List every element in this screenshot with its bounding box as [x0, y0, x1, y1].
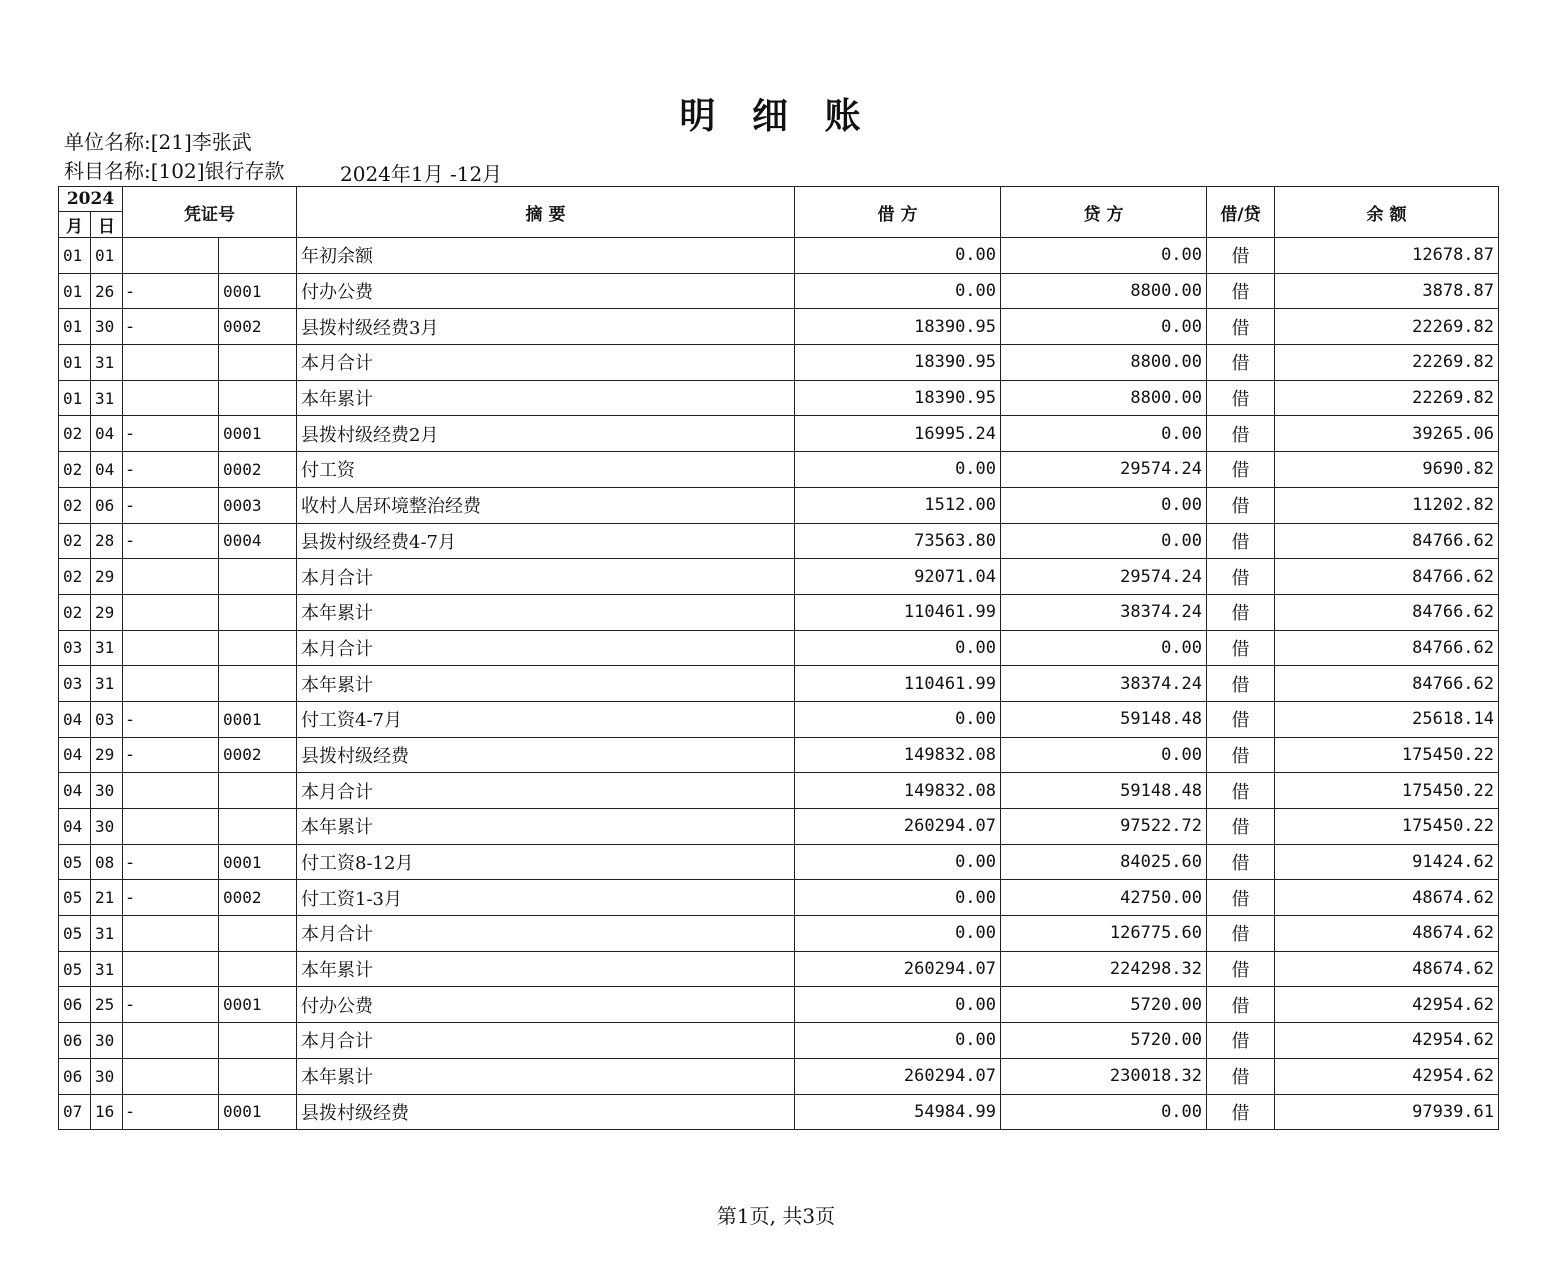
cell-day: 29: [91, 737, 123, 773]
cell-balance: 91424.62: [1275, 844, 1499, 880]
cell-voucher-type: [123, 916, 219, 952]
cell-direction: 借: [1207, 238, 1275, 274]
cell-summary: 本年累计: [297, 380, 795, 416]
cell-credit: 8800.00: [1001, 273, 1207, 309]
ledger-row: [59, 380, 1499, 416]
cell-month: 02: [59, 523, 91, 559]
cell-voucher-type: -: [123, 987, 219, 1023]
cell-debit: 0.00: [795, 238, 1001, 274]
cell-debit: 16995.24: [795, 416, 1001, 452]
ledger-row: [59, 951, 1499, 987]
cell-direction: 借: [1207, 345, 1275, 381]
cell-month: 06: [59, 1058, 91, 1094]
cell-voucher-no: [219, 809, 297, 845]
cell-debit: 0.00: [795, 273, 1001, 309]
cell-voucher-no: [219, 666, 297, 702]
cell-day: 30: [91, 809, 123, 845]
cell-voucher-type: [123, 238, 219, 274]
cell-balance: 12678.87: [1275, 238, 1499, 274]
cell-voucher-type: [123, 1023, 219, 1059]
cell-balance: 48674.62: [1275, 916, 1499, 952]
cell-voucher-type: [123, 773, 219, 809]
cell-balance: 11202.82: [1275, 487, 1499, 523]
cell-month: 07: [59, 1094, 91, 1130]
cell-direction: 借: [1207, 523, 1275, 559]
year-header: 2024: [59, 187, 123, 212]
cell-voucher-type: -: [123, 880, 219, 916]
cell-direction: 借: [1207, 309, 1275, 345]
cell-voucher-no: 0002: [219, 452, 297, 488]
cell-direction: 借: [1207, 809, 1275, 845]
cell-voucher-type: -: [123, 416, 219, 452]
cell-day: 16: [91, 1094, 123, 1130]
cell-credit: 8800.00: [1001, 380, 1207, 416]
cell-balance: 175450.22: [1275, 809, 1499, 845]
cell-debit: 260294.07: [795, 809, 1001, 845]
cell-debit: 110461.99: [795, 594, 1001, 630]
cell-debit: 260294.07: [795, 951, 1001, 987]
cell-debit: 54984.99: [795, 1094, 1001, 1130]
cell-summary: 付办公费: [297, 273, 795, 309]
cell-day: 04: [91, 452, 123, 488]
cell-month: 06: [59, 987, 91, 1023]
cell-voucher-type: [123, 380, 219, 416]
cell-voucher-no: 0001: [219, 1094, 297, 1130]
cell-credit: 59148.48: [1001, 701, 1207, 737]
debit-header: 借 方: [795, 187, 1001, 238]
cell-voucher-no: [219, 1058, 297, 1094]
cell-voucher-type: [123, 809, 219, 845]
cell-direction: 借: [1207, 416, 1275, 452]
cell-debit: 92071.04: [795, 559, 1001, 595]
cell-voucher-type: -: [123, 523, 219, 559]
cell-credit: 59148.48: [1001, 773, 1207, 809]
cell-month: 02: [59, 487, 91, 523]
ledger-row: [59, 844, 1499, 880]
cell-credit: 0.00: [1001, 737, 1207, 773]
cell-voucher-no: [219, 951, 297, 987]
ledger-row: [59, 309, 1499, 345]
ledger-row: [59, 1023, 1499, 1059]
cell-summary: 本年累计: [297, 1058, 795, 1094]
cell-month: 01: [59, 273, 91, 309]
cell-voucher-no: [219, 630, 297, 666]
cell-credit: 84025.60: [1001, 844, 1207, 880]
summary-header: 摘 要: [297, 187, 795, 238]
cell-voucher-no: [219, 773, 297, 809]
cell-debit: 0.00: [795, 987, 1001, 1023]
cell-direction: 借: [1207, 773, 1275, 809]
ledger-row: [59, 594, 1499, 630]
cell-direction: 借: [1207, 452, 1275, 488]
cell-summary: 本月合计: [297, 559, 795, 595]
cell-day: 31: [91, 916, 123, 952]
cell-balance: 84766.62: [1275, 523, 1499, 559]
cell-month: 01: [59, 238, 91, 274]
cell-voucher-type: [123, 630, 219, 666]
cell-debit: 110461.99: [795, 666, 1001, 702]
cell-balance: 48674.62: [1275, 880, 1499, 916]
cell-credit: 0.00: [1001, 1094, 1207, 1130]
cell-debit: 149832.08: [795, 773, 1001, 809]
cell-debit: 0.00: [795, 452, 1001, 488]
cell-credit: 8800.00: [1001, 345, 1207, 381]
ledger-row: [59, 880, 1499, 916]
cell-direction: 借: [1207, 273, 1275, 309]
cell-month: 02: [59, 559, 91, 595]
cell-voucher-no: 0001: [219, 844, 297, 880]
cell-summary: 本年累计: [297, 594, 795, 630]
voucher-header: 凭证号: [123, 187, 297, 238]
cell-debit: 73563.80: [795, 523, 1001, 559]
cell-credit: 5720.00: [1001, 987, 1207, 1023]
cell-debit: 149832.08: [795, 737, 1001, 773]
cell-credit: 0.00: [1001, 416, 1207, 452]
cell-month: 01: [59, 309, 91, 345]
cell-month: 03: [59, 666, 91, 702]
subject-name: 科目名称:[102]银行存款: [64, 159, 285, 183]
cell-voucher-type: [123, 345, 219, 381]
cell-month: 02: [59, 416, 91, 452]
cell-credit: 5720.00: [1001, 1023, 1207, 1059]
cell-direction: 借: [1207, 701, 1275, 737]
cell-voucher-no: 0003: [219, 487, 297, 523]
cell-voucher-type: -: [123, 844, 219, 880]
cell-month: 05: [59, 844, 91, 880]
cell-debit: 0.00: [795, 844, 1001, 880]
cell-voucher-no: 0001: [219, 701, 297, 737]
cell-day: 31: [91, 666, 123, 702]
cell-debit: 0.00: [795, 916, 1001, 952]
cell-debit: 0.00: [795, 880, 1001, 916]
ledger-row: [59, 416, 1499, 452]
cell-credit: 0.00: [1001, 630, 1207, 666]
cell-direction: 借: [1207, 594, 1275, 630]
cell-credit: 0.00: [1001, 487, 1207, 523]
cell-balance: 39265.06: [1275, 416, 1499, 452]
cell-month: 04: [59, 737, 91, 773]
cell-day: 03: [91, 701, 123, 737]
cell-day: 28: [91, 523, 123, 559]
ledger-row: [59, 701, 1499, 737]
cell-direction: 借: [1207, 916, 1275, 952]
cell-direction: 借: [1207, 630, 1275, 666]
cell-summary: 付工资8-12月: [297, 844, 795, 880]
cell-voucher-no: [219, 559, 297, 595]
cell-balance: 84766.62: [1275, 594, 1499, 630]
cell-day: 25: [91, 987, 123, 1023]
cell-balance: 175450.22: [1275, 737, 1499, 773]
cell-summary: 本月合计: [297, 916, 795, 952]
cell-day: 30: [91, 1023, 123, 1059]
cell-direction: 借: [1207, 666, 1275, 702]
cell-voucher-type: -: [123, 273, 219, 309]
cell-summary: 本年累计: [297, 809, 795, 845]
cell-debit: 0.00: [795, 1023, 1001, 1059]
cell-debit: 0.00: [795, 701, 1001, 737]
cell-voucher-no: [219, 1023, 297, 1059]
cell-credit: 38374.24: [1001, 666, 1207, 702]
cell-voucher-no: [219, 380, 297, 416]
ledger-row: [59, 773, 1499, 809]
cell-day: 31: [91, 380, 123, 416]
cell-month: 06: [59, 1023, 91, 1059]
cell-balance: 42954.62: [1275, 987, 1499, 1023]
cell-balance: 42954.62: [1275, 1058, 1499, 1094]
cell-balance: 175450.22: [1275, 773, 1499, 809]
cell-summary: 本年累计: [297, 666, 795, 702]
cell-month: 02: [59, 452, 91, 488]
cell-voucher-no: [219, 594, 297, 630]
cell-summary: 县拨村级经费3月: [297, 309, 795, 345]
cell-voucher-no: [219, 345, 297, 381]
balance-header: 余 额: [1275, 187, 1499, 238]
cell-voucher-type: -: [123, 701, 219, 737]
unit-name: 单位名称:[21]李张武: [64, 130, 252, 154]
cell-balance: 9690.82: [1275, 452, 1499, 488]
cell-direction: 借: [1207, 737, 1275, 773]
cell-balance: 97939.61: [1275, 1094, 1499, 1130]
cell-summary: 本月合计: [297, 773, 795, 809]
cell-month: 04: [59, 773, 91, 809]
cell-credit: 126775.60: [1001, 916, 1207, 952]
cell-day: 01: [91, 238, 123, 274]
cell-debit: 18390.95: [795, 380, 1001, 416]
cell-summary: 付办公费: [297, 987, 795, 1023]
ledger-row: [59, 238, 1499, 274]
cell-balance: 22269.82: [1275, 380, 1499, 416]
cell-direction: 借: [1207, 880, 1275, 916]
cell-summary: 县拨村级经费: [297, 737, 795, 773]
cell-credit: 224298.32: [1001, 951, 1207, 987]
cell-voucher-type: -: [123, 737, 219, 773]
cell-balance: 22269.82: [1275, 345, 1499, 381]
cell-voucher-type: [123, 594, 219, 630]
cell-summary: 本月合计: [297, 630, 795, 666]
cell-credit: 29574.24: [1001, 452, 1207, 488]
cell-direction: 借: [1207, 1094, 1275, 1130]
cell-direction: 借: [1207, 380, 1275, 416]
ledger-row: [59, 1058, 1499, 1094]
cell-voucher-type: -: [123, 452, 219, 488]
period: 2024年1月 -12月: [340, 162, 503, 186]
cell-direction: 借: [1207, 559, 1275, 595]
ledger-row: [59, 523, 1499, 559]
ledger-row: [59, 487, 1499, 523]
cell-credit: 38374.24: [1001, 594, 1207, 630]
cell-month: 03: [59, 630, 91, 666]
cell-day: 29: [91, 594, 123, 630]
ledger-body: [59, 238, 1499, 1130]
cell-voucher-no: 0002: [219, 309, 297, 345]
ledger-row: [59, 737, 1499, 773]
cell-credit: 29574.24: [1001, 559, 1207, 595]
cell-voucher-type: [123, 951, 219, 987]
cell-summary: 年初余额: [297, 238, 795, 274]
cell-summary: 本月合计: [297, 1023, 795, 1059]
cell-debit: 18390.95: [795, 345, 1001, 381]
cell-voucher-type: [123, 559, 219, 595]
cell-balance: 42954.62: [1275, 1023, 1499, 1059]
cell-month: 02: [59, 594, 91, 630]
ledger-row: [59, 1094, 1499, 1130]
cell-debit: 18390.95: [795, 309, 1001, 345]
cell-summary: 县拨村级经费: [297, 1094, 795, 1130]
cell-debit: 1512.00: [795, 487, 1001, 523]
cell-credit: 97522.72: [1001, 809, 1207, 845]
cell-voucher-no: 0002: [219, 737, 297, 773]
cell-summary: 本月合计: [297, 345, 795, 381]
cell-summary: 收村人居环境整治经费: [297, 487, 795, 523]
cell-voucher-type: -: [123, 1094, 219, 1130]
cell-direction: 借: [1207, 487, 1275, 523]
cell-voucher-no: [219, 916, 297, 952]
page-title: 明 细 账: [679, 95, 873, 137]
cell-summary: 县拨村级经费4-7月: [297, 523, 795, 559]
cell-voucher-type: -: [123, 487, 219, 523]
cell-summary: 付工资1-3月: [297, 880, 795, 916]
cell-voucher-no: [219, 238, 297, 274]
cell-voucher-no: 0002: [219, 880, 297, 916]
cell-day: 29: [91, 559, 123, 595]
cell-voucher-type: [123, 666, 219, 702]
cell-direction: 借: [1207, 1058, 1275, 1094]
cell-credit: 230018.32: [1001, 1058, 1207, 1094]
cell-day: 31: [91, 951, 123, 987]
cell-balance: 84766.62: [1275, 559, 1499, 595]
ledger-row: [59, 630, 1499, 666]
cell-day: 08: [91, 844, 123, 880]
cell-direction: 借: [1207, 951, 1275, 987]
ledger-row: [59, 916, 1499, 952]
cell-day: 06: [91, 487, 123, 523]
ledger-row: [59, 559, 1499, 595]
cell-day: 21: [91, 880, 123, 916]
cell-voucher-no: 0001: [219, 273, 297, 309]
cell-day: 31: [91, 345, 123, 381]
cell-summary: 县拨村级经费2月: [297, 416, 795, 452]
cell-direction: 借: [1207, 1023, 1275, 1059]
cell-direction: 借: [1207, 987, 1275, 1023]
month-header: 月: [59, 212, 91, 238]
cell-balance: 48674.62: [1275, 951, 1499, 987]
cell-day: 30: [91, 1058, 123, 1094]
cell-month: 04: [59, 809, 91, 845]
cell-month: 05: [59, 916, 91, 952]
ledger-row: [59, 273, 1499, 309]
cell-credit: 42750.00: [1001, 880, 1207, 916]
cell-credit: 0.00: [1001, 523, 1207, 559]
cell-direction: 借: [1207, 844, 1275, 880]
cell-day: 26: [91, 273, 123, 309]
cell-balance: 84766.62: [1275, 666, 1499, 702]
cell-day: 04: [91, 416, 123, 452]
cell-month: 05: [59, 951, 91, 987]
page-footer: 第1页, 共3页: [716, 1204, 836, 1228]
day-header: 日: [91, 212, 123, 238]
ledger-row: [59, 809, 1499, 845]
cell-debit: 0.00: [795, 630, 1001, 666]
direction-header: 借/贷: [1207, 187, 1275, 238]
cell-day: 30: [91, 309, 123, 345]
cell-credit: 0.00: [1001, 309, 1207, 345]
cell-month: 01: [59, 345, 91, 381]
ledger-row: [59, 452, 1499, 488]
cell-voucher-type: [123, 1058, 219, 1094]
cell-balance: 25618.14: [1275, 701, 1499, 737]
ledger-row: [59, 987, 1499, 1023]
cell-debit: 260294.07: [795, 1058, 1001, 1094]
cell-month: 05: [59, 880, 91, 916]
cell-voucher-no: 0001: [219, 416, 297, 452]
cell-day: 30: [91, 773, 123, 809]
cell-summary: 付工资: [297, 452, 795, 488]
cell-balance: 84766.62: [1275, 630, 1499, 666]
cell-credit: 0.00: [1001, 238, 1207, 274]
ledger-table: [58, 186, 1499, 1130]
cell-summary: 付工资4-7月: [297, 701, 795, 737]
ledger-row: [59, 345, 1499, 381]
cell-balance: 3878.87: [1275, 273, 1499, 309]
cell-month: 01: [59, 380, 91, 416]
credit-header: 贷 方: [1001, 187, 1207, 238]
cell-voucher-no: 0001: [219, 987, 297, 1023]
ledger-row: [59, 666, 1499, 702]
cell-voucher-type: -: [123, 309, 219, 345]
cell-month: 04: [59, 701, 91, 737]
cell-day: 31: [91, 630, 123, 666]
cell-summary: 本年累计: [297, 951, 795, 987]
cell-balance: 22269.82: [1275, 309, 1499, 345]
cell-voucher-no: 0004: [219, 523, 297, 559]
